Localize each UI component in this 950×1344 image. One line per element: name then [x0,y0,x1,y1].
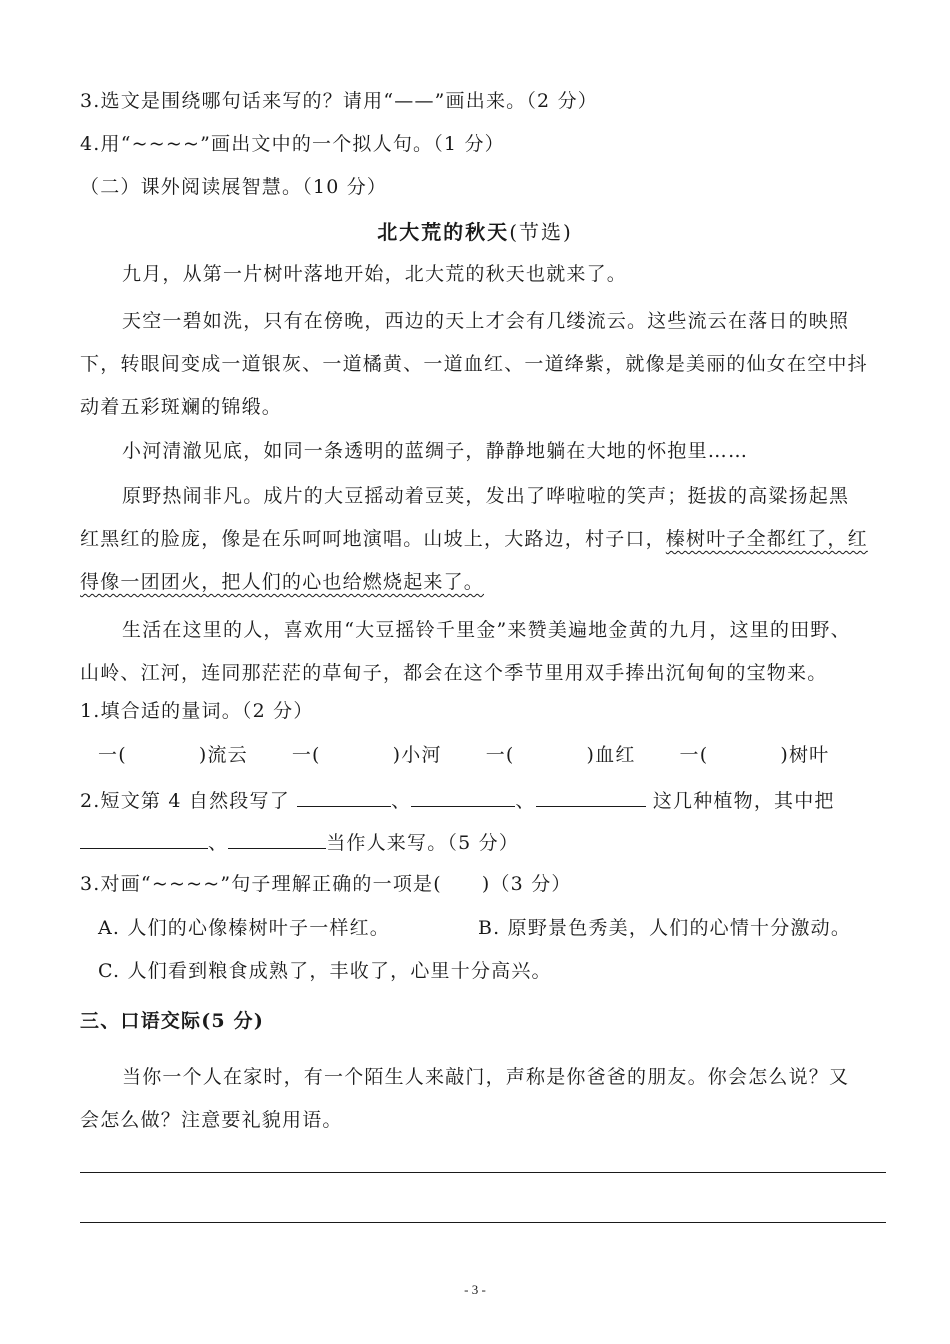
article-title-text: 北大荒的秋天 [377,220,510,244]
paragraph-4-line-3 [80,567,900,597]
page-number: - 3 - [464,1282,486,1297]
question-2-text-b: 这几种植物，其中把 [652,790,835,812]
paragraph-4-line-2-text: 红黑红的脸庞，像是在乐呵呵地演唱。山坡上，大路边，村子口， [80,528,666,550]
separator: 、 [391,790,412,812]
separator: 、 [208,832,229,854]
paragraph-2-line-3: 动着五彩斑斓的锦缎。 [80,396,283,418]
answer-blank[interactable] [411,784,515,807]
paragraph-1: 九月，从第一片树叶落地开始，北大荒的秋天也就来了。 [122,263,628,285]
paragraph-5-line-2: 山岭、江河，连同那茫茫的草甸子，都会在这个季节里用双手捧出沉甸甸的宝物来。 [80,662,828,684]
paragraph-2-line-1: 天空一碧如洗，只有在傍晚，西边的天上才会有几缕流云。这些流云在落日的映照 [122,310,850,332]
article-title [0,216,950,245]
question-3-text-b: )（3 分） [481,873,572,895]
option-c[interactable]: C. 人们看到粮食成熟了，丰收了，心里十分高兴。 [98,960,552,982]
option-a[interactable]: A. 人们的心像榛树叶子一样红。 [98,917,391,939]
answer-line[interactable] [80,1172,886,1173]
question-3-prev: 3.选文是围绕哪句话来写的？请用“——”画出来。（2 分） [80,90,598,112]
answer-blank[interactable] [536,784,646,807]
question-2-text-a: 2.短文第 4 自然段写了 [80,790,290,812]
question-2-line-2 [80,826,900,858]
measure-word-suffix: )流云 [198,744,248,766]
measure-word-suffix: )树叶 [780,744,830,766]
article-title-note: (节选) [509,220,573,244]
measure-word-suffix: )血红 [586,744,636,766]
answer-line[interactable] [80,1222,886,1223]
paragraph-3: 小河清澈见底，如同一条透明的蓝绸子，静静地躺在大地的怀抱里…… [122,440,749,462]
question-2-text-c: 当作人来写。（5 分） [326,832,520,854]
paragraph-5-line-1: 生活在这里的人，喜欢用“大豆摇铃千里金”来赞美遍地金黄的九月，这里的田野、 [122,619,851,641]
question-4-prev: 4.用“~~~~”画出文中的一个拟人句。（1 分） [80,133,505,155]
answer-blank[interactable] [297,784,391,807]
measure-word-prefix: 一( [485,744,515,766]
question-2-line-1 [80,784,900,816]
separator: 、 [515,790,536,812]
measure-word-prefix: 一( [98,744,127,766]
question-3-text-a: 3.对画“~~~~”句子理解正确的一项是( [80,873,442,895]
paragraph-4-line-1: 原野热闹非凡。成片的大豆摇动着豆荚，发出了哗啦啦的笑声；挺拔的高粱扬起黑 [122,485,850,507]
measure-word-prefix: 一( [679,744,709,766]
wavy-sentence-part-2: 得像一团团火，把人们的心也给燃烧起来了。 [80,571,485,593]
answer-blank[interactable] [228,826,326,849]
section-3-prompt-line-1: 当你一个人在家时，有一个陌生人来敲门，声称是你爸爸的朋友。你会怎么说？又 [122,1066,850,1088]
wavy-sentence-part-1: 榛树叶子全都红了，红 [665,528,868,550]
section-2-heading: （二）课外阅读展智慧。（10 分） [80,176,388,198]
paragraph-2-line-2: 下，转眼间变成一道银灰、一道橘黄、一道血红、一道绛紫，就像是美丽的仙女在空中抖 [80,353,868,375]
measure-word-suffix: )小河 [392,744,442,766]
section-3-prompt-line-2: 会怎么做？注意要礼貌用语。 [80,1109,343,1131]
question-1-items [98,740,900,770]
options-row-1 [98,913,900,943]
section-3-heading: 三、口语交际(5 分) [80,1010,265,1032]
answer-blank[interactable] [80,826,208,849]
option-b[interactable]: B. 原野景色秀美，人们的心情十分激动。 [478,917,852,939]
paragraph-4-line-2 [80,524,900,554]
question-3 [80,869,900,899]
question-1: 1.填合适的量词。（2 分） [80,700,314,722]
measure-word-prefix: 一( [291,744,321,766]
